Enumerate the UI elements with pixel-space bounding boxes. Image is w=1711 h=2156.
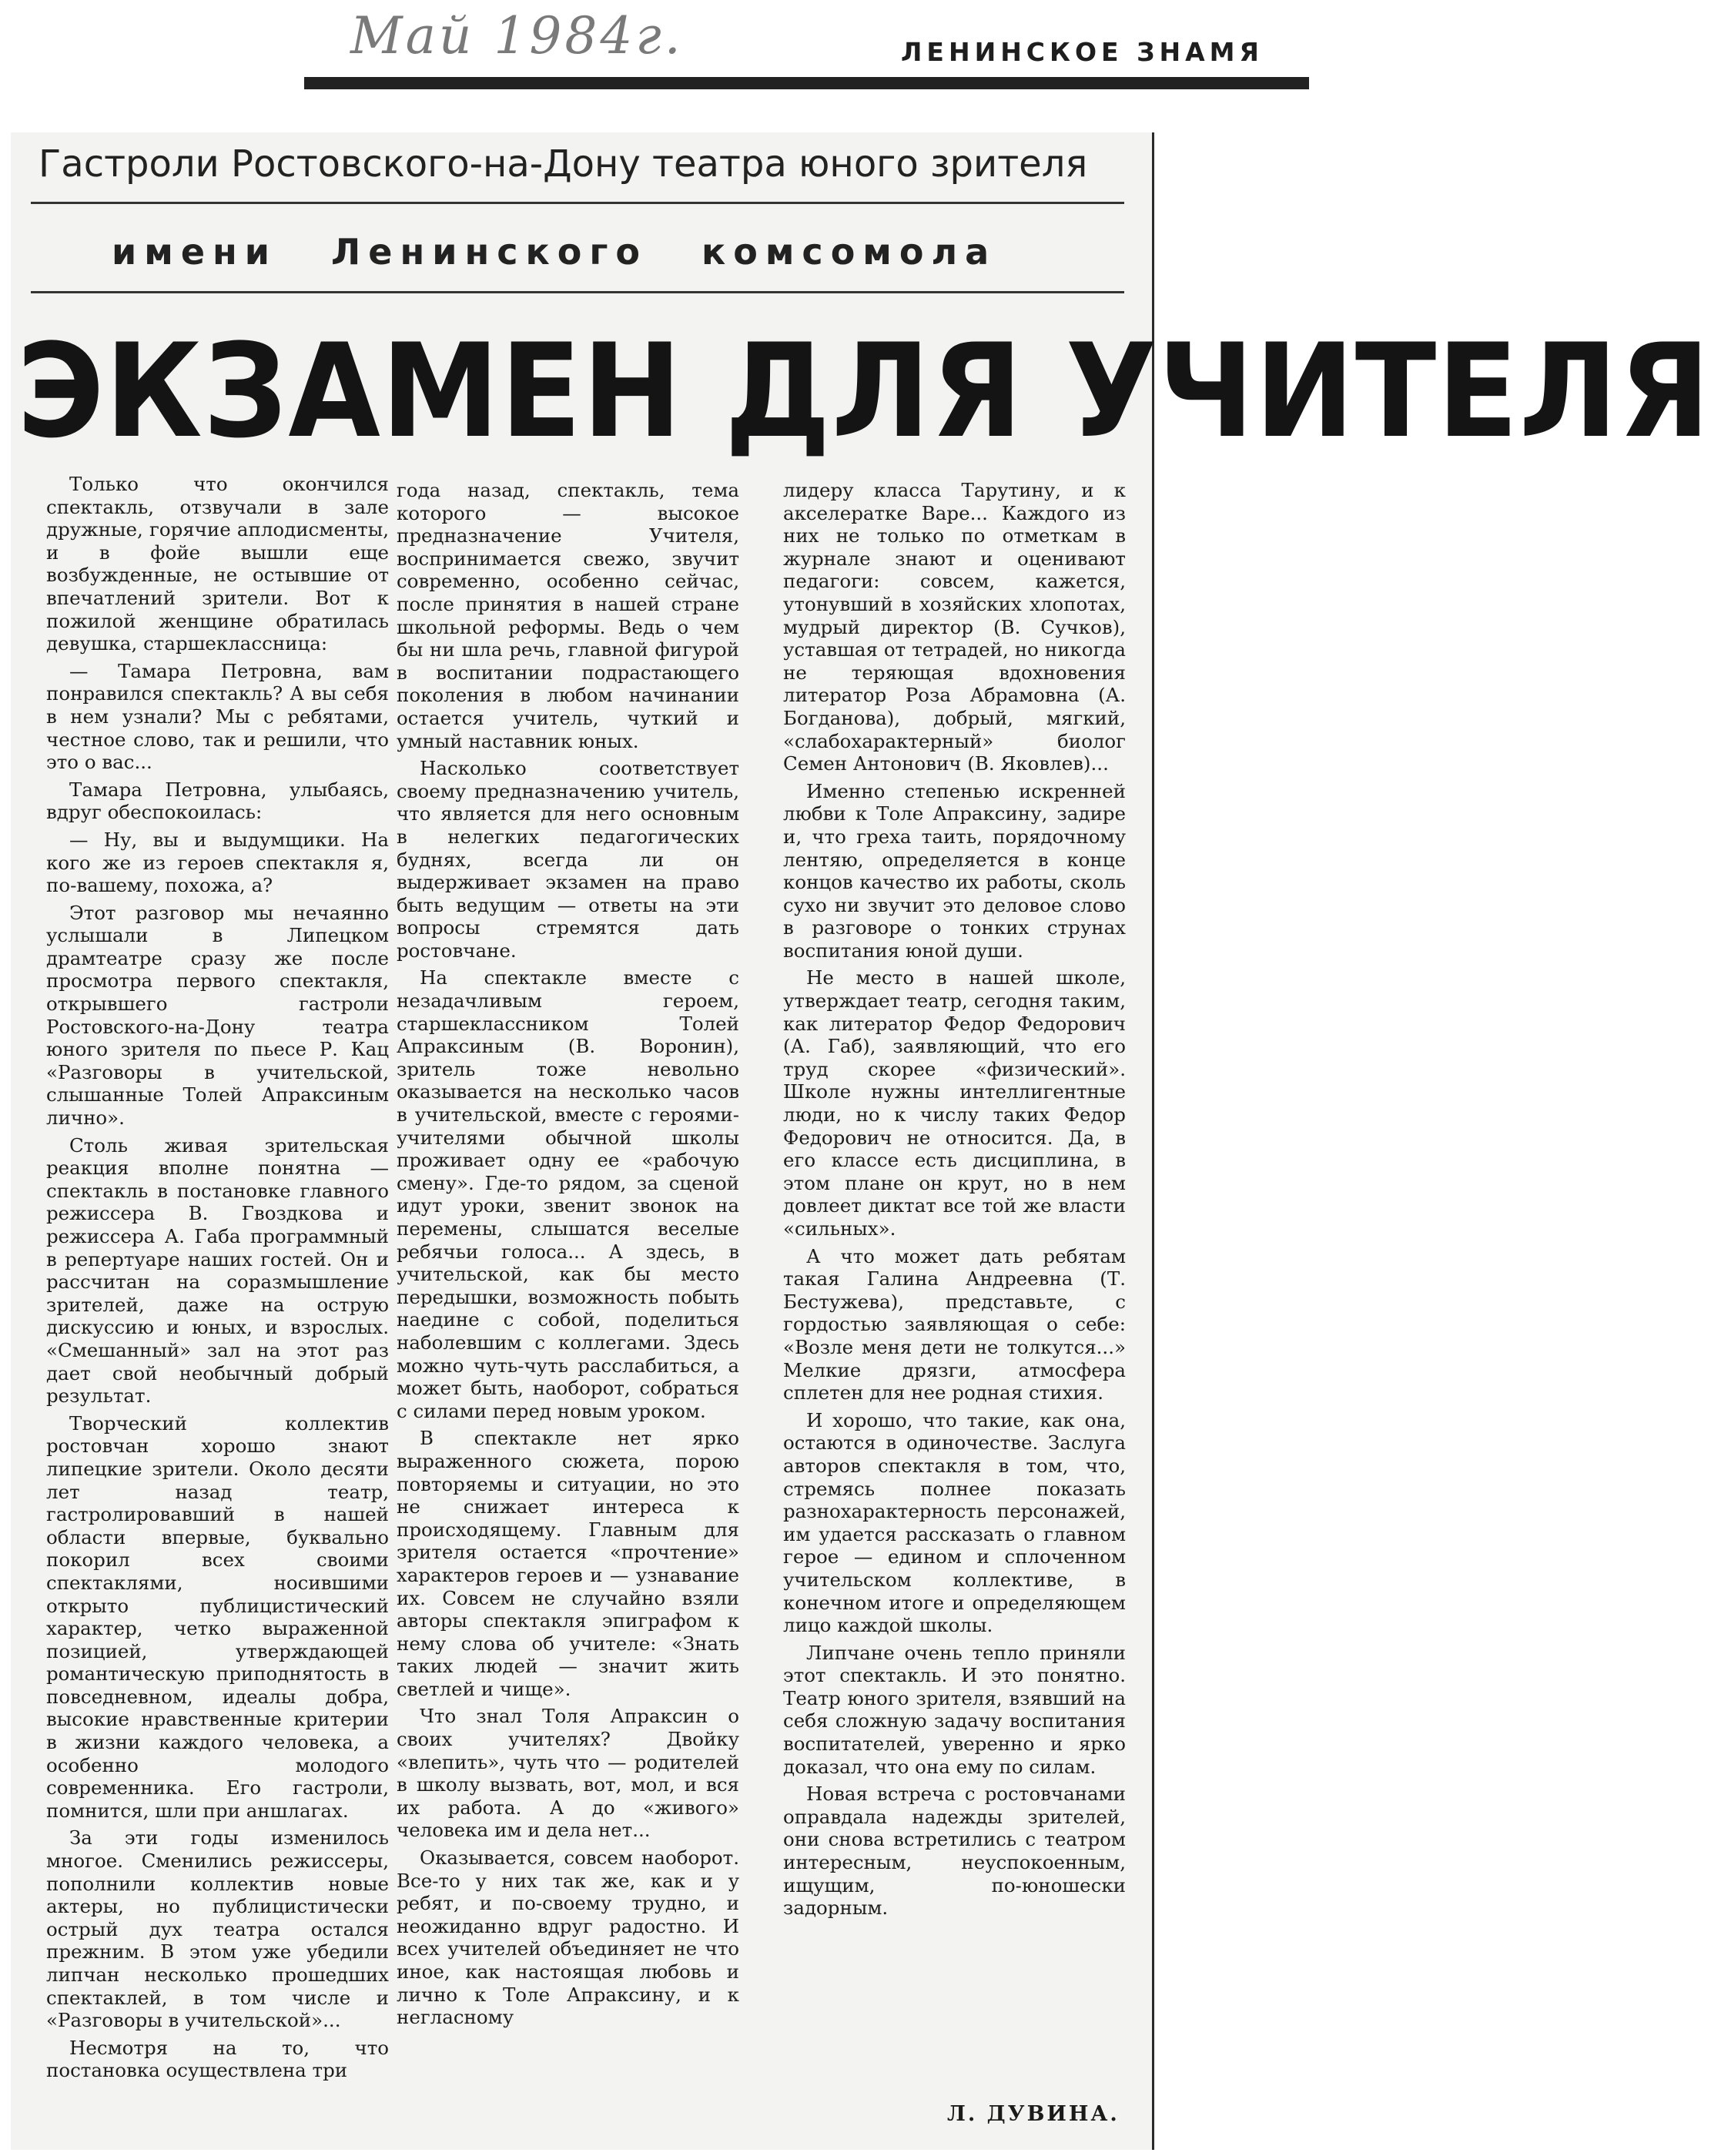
article-paragraph: И хорошо, что такие, как она, остаются в одиночестве. Заслуга авторов спектакля в том, что, стремясь полнее показать разнохарактерность персонажей, им удается рассказать о главном герое — едином и сплоченном учительском коллективе, в конечном итоге и определяющем лицо каждой школы. bbox=[783, 1408, 1126, 1637]
article-paragraph: года назад, спектакль, тема которого — высокое предназначение Учителя, воспринимается свежо, звучит современно, особенно сейчас, после принятия в нашей стране школьной реформы. Ведь о чем бы ни шла речь, главной фигурой в воспитании подрастающего поколения в любом начинании остается учитель, чуткий и умный наставник юных. bbox=[397, 479, 739, 752]
article-paragraph: На спектакле вместе с незадачливым героем, старшеклассником Толей Апраксиным (В. Воронин), зритель тоже невольно оказывается на несколько часов в учительской, вместе с героями-учителями обычной школы проживает одну ее «рабочую смену». Где-то рядом, за сценой идут уроки, звенит звонок на перемены, слышатся веселые ребячьи голоса... А здесь, в учительской, как бы место передышки, возможность побыть наедине с собой, поделиться наболевшим с коллегами. Здесь можно чуть-чуть расслабиться, а может быть, наоборот, собраться с силами перед новым уроком. bbox=[397, 966, 739, 1422]
article-paragraph: Новая встреча с ростовчанами оправдала надежды зрителей, они снова встретились с театром интересным, неуспокоенным, ищущим, по-юношески задорным. bbox=[783, 1783, 1126, 1920]
article-column-2 bbox=[397, 479, 739, 2034]
article-paragraph: Что знал Толя Апраксин о своих учителях? Двойку «влепить», чуть что — родителей в школу вызвать, вот, мол, и вся их работа. А до «живого» человека им и дела нет... bbox=[397, 1705, 739, 1842]
article-author: Л. ДУВИНА. bbox=[947, 2102, 1120, 2126]
article-kicker: Гастроли Ростовского-на-Дону театра юного зрителя bbox=[39, 142, 1088, 186]
article-paragraph: Именно степенью искренней любви к Толе Апраксину, задире и, что греха таить, порядочному лентяю, определяется в конце концов качество их работы, сколь сухо ни звучит это деловое слово в разговоре о тонких струнах воспитания юной души. bbox=[783, 779, 1126, 962]
article-paragraph: Несмотря на то, что постановка осуществлена три bbox=[46, 2036, 389, 2082]
masthead-rule bbox=[304, 77, 1309, 89]
article-subkicker: имени Ленинского комсомола bbox=[112, 231, 997, 273]
article-column-1 bbox=[46, 473, 389, 2087]
article-paragraph: За эти годы изменилось многое. Сменились режиссеры, пополнили коллектив новые актеры, но публицистически острый дух театра остался прежним. В этом уже убедили липчан несколько прошедших спектаклей, в том числе и «Разговоры в учительской»... bbox=[46, 1826, 389, 2032]
article-paragraph: Только что окончился спектакль, отзвучали в зале дружные, горячие аплодисменты, и в фойе вышли еще возбужденные, не остывшие от впечатлений зрители. Вот к пожилой женщине обратилась девушка, старшеклассница: bbox=[46, 473, 389, 655]
handwritten-date-note: Май 1984г. bbox=[350, 6, 684, 65]
article-paragraph: — Тамара Петровна, вам понравился спектакль? А вы себя в нем узнали? Мы с ребятами, честное слово, так и решили, что это о вас... bbox=[46, 659, 389, 774]
article-paragraph: Столь живая зрительская реакция вполне понятна — спектакль в постановке главного режиссера В. Гвоздкова и режиссера А. Габа программный в репертуаре наших гостей. Он и рассчитан на соразмышление зрителей, даже на острую дискуссию и юных, и взрослых. «Смешанный» зал на этот раз дает свой необычный добрый результат. bbox=[46, 1133, 389, 1408]
article-body bbox=[46, 473, 1143, 2128]
article-paragraph: Оказывается, совсем наоборот. Все-то у них так же, как и у ребят, и по-своему трудно, и неожиданно вдруг радостно. И всех учителей объединяет не что иное, как настоящая любовь и лично к Толе Апраксину, и к негласному bbox=[397, 1846, 739, 2029]
article-paragraph: А что может дать ребятам такая Галина Андреевна (Т. Бестужева), представьте, с гордостью заявляющая о себе: «Возле меня дети не толкутся...» Мелкие дрязги, атмосфера сплетен для нее родная стихия. bbox=[783, 1244, 1126, 1404]
article-paragraph: Не место в нашей школе, утверждает театр, сегодня таким, как литератор Федор Федорович (А. Габ), заявляющий, что его труд скорее «физический». Школе нужны интеллигентные люди, но к числу таких Федор Федорович не относится. Да, в его классе есть дисциплина, в этом плане он крут, но в нем довлеет диктат все той же власти «сильных». bbox=[783, 966, 1126, 1240]
article-paragraph: лидеру класса Тарутину, и к акселератке Варе... Каждого из них не только по отметкам в журнале знают и оценивают педагоги: совсем, кажется, утонувший в хозяйских хлопотах, мудрый директор (В. Сучков), уставшая от тетрадей, но никогда не теряющая вдохновения литератор Роза Абрамовна (А. Богданова), добрый, мягкий, «слабохарактерный» биолог Семен Антонович (В. Яковлев)... bbox=[783, 479, 1126, 775]
article-paragraph: В спектакле нет ярко выраженного сюжета, порою повторяемы и ситуации, но это не снижает интереса к происходящему. Главным для зрителя остается «прочтение» характеров героев и — узнавание их. Совсем не случайно взяли авторы спектакля эпиграфом к нему слова об учителе: «Знать таких людей — значит жить светлей и чище». bbox=[397, 1427, 739, 1700]
article-paragraph: — Ну, вы и выдумщики. На кого же из героев спектакля я, по-вашему, похожа, а? bbox=[46, 828, 389, 897]
article-paragraph: Насколько соответствует своему предназначению учитель, что является для него основным в нелегких педагогических буднях, всегда ли он выдерживает экзамен на право быть ведущим — ответы на эти вопросы стремятся дать ростовчане. bbox=[397, 757, 739, 962]
article-column-3 bbox=[783, 479, 1126, 1924]
article-paragraph: Этот разговор мы нечаянно услышали в Липецком драмтеатре сразу же после просмотра первого спектакля, открывшего гастроли Ростовского-на-Дону театра юного зрителя по пьесе Р. Кац «Разговоры в учительской, слышанные Толей Апраксиным лично». bbox=[46, 901, 389, 1130]
newspaper-name: ЛЕНИНСКОЕ ЗНАМЯ bbox=[901, 37, 1264, 67]
article-paragraph: Творческий коллектив ростовчан хорошо знают липецкие зрители. Около десяти лет назад театр, гастролировавший в нашей области впервые, буквально покорил всех своими спектаклями, носившими открыто публицистический характер, четко выраженной позицией, утверждающей романтическую приподнятость в повседневном, идеалы добра, высокие нравственные критерии в жизни каждого человека, а особенно молодого современника. Его гастроли, помнится, шли при аншлагах. bbox=[46, 1411, 389, 1822]
article-paragraph: Липчане очень тепло приняли этот спектакль. И это понятно. Театр юного зрителя, взявший на себя сложную задачу воспитания воспитателей, уверенно и ярко доказал, что она ему по силам. bbox=[783, 1641, 1126, 1778]
subkicker-divider bbox=[31, 291, 1124, 293]
article-paragraph: Тамара Петровна, улыбаясь, вдруг обеспокоилась: bbox=[46, 778, 389, 824]
article-headline: ЭКЗАМЕН ДЛЯ УЧИТЕЛЯ bbox=[17, 316, 1711, 467]
kicker-divider bbox=[31, 202, 1124, 204]
